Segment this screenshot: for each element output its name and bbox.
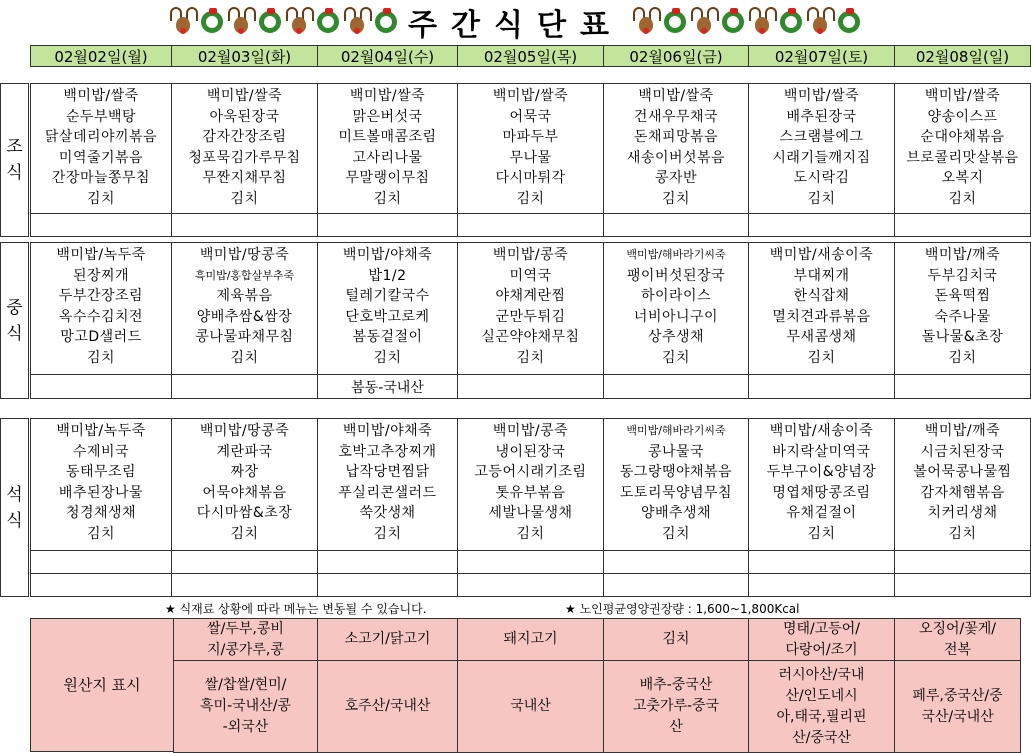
meal-label bbox=[0, 418, 29, 597]
menu-item: 백미밥/쌀죽 bbox=[206, 88, 283, 104]
menu-extra-row bbox=[30, 213, 172, 237]
menu-cell bbox=[30, 242, 172, 374]
menu-item: 김치 bbox=[661, 190, 691, 207]
menu-extra-row bbox=[457, 374, 604, 399]
menu-cell bbox=[317, 83, 458, 213]
menu-cell bbox=[317, 418, 458, 550]
menu-item: 김치 bbox=[86, 349, 116, 366]
origin-text bbox=[345, 696, 431, 717]
menu-item: 백미밥/해바라기씨죽 bbox=[626, 424, 726, 437]
menu-item: 김치 bbox=[948, 525, 977, 542]
menu-item: 백미밥/쌀죽 bbox=[783, 88, 860, 104]
menu-item: 동그랑땡야채볶음 bbox=[619, 464, 733, 480]
wreath-icon bbox=[259, 11, 281, 33]
menu-extra-row bbox=[30, 374, 172, 399]
origin-source bbox=[317, 660, 458, 753]
menu-extra-row bbox=[748, 374, 895, 399]
origin-line: -외국산 bbox=[222, 719, 269, 735]
menu-cell bbox=[457, 418, 604, 550]
menu-item: 김치 bbox=[230, 525, 259, 542]
menu-item: 도시락김 bbox=[793, 170, 850, 186]
menu-item: 간장마늘쫑무침 bbox=[51, 170, 151, 186]
menu-item: 김치 bbox=[373, 525, 402, 542]
menu-item: 세발나물생채 bbox=[488, 505, 573, 521]
menu-item: 백미밥/해바라기씨죽 bbox=[626, 248, 726, 261]
origin-source bbox=[603, 660, 749, 753]
note-menu-change: ★ 식재료 상황에 따라 메뉴는 변동될 수 있습니다. bbox=[165, 602, 427, 616]
menu-item: 김치 bbox=[373, 349, 402, 366]
reindeer-icon bbox=[807, 7, 833, 37]
menu-item: 도토리묵양념무침 bbox=[619, 484, 733, 501]
menu-cell bbox=[171, 242, 318, 374]
origin-item bbox=[317, 618, 458, 661]
menu-extra-row bbox=[894, 213, 1031, 237]
origin-text bbox=[345, 629, 431, 650]
menu-extra-row bbox=[457, 573, 604, 597]
menu-extra-row bbox=[748, 573, 895, 597]
menu-item: 김치 bbox=[807, 190, 836, 207]
menu-item: 감자간장조림 bbox=[202, 129, 287, 145]
menu-extra-row bbox=[171, 213, 318, 237]
menu-item: 김치 bbox=[373, 190, 402, 207]
origin-source bbox=[457, 660, 604, 753]
meal-label-char: 식 bbox=[6, 163, 23, 183]
origin-line: 김치 bbox=[662, 631, 690, 647]
wreath-icon bbox=[664, 11, 686, 33]
origin-text bbox=[776, 665, 866, 749]
origin-line: 아,태국,필리핀 bbox=[776, 708, 867, 725]
menu-item: 백미밥/깨죽 bbox=[924, 247, 1001, 263]
menu-cell bbox=[30, 418, 172, 550]
menu-item: 김치 bbox=[230, 190, 259, 207]
menu-item: 김치 bbox=[516, 190, 545, 207]
menu-item: 동태무조림 bbox=[65, 464, 137, 480]
wreath-icon bbox=[201, 11, 223, 33]
origin-line: 오징어/꽃게/ bbox=[918, 620, 997, 637]
menu-item: 백미밥/새송이죽 bbox=[769, 247, 874, 263]
origin-line: 소고기/닭고기 bbox=[344, 631, 431, 647]
reindeer-icon bbox=[691, 7, 717, 37]
menu-item: 백미밥/쌀죽 bbox=[349, 88, 426, 104]
menu-item: 순두부백탕 bbox=[65, 108, 137, 125]
menu-extra-row bbox=[171, 374, 318, 399]
origin-line: 페루,중국산/중 bbox=[912, 687, 1003, 704]
menu-item: 김치 bbox=[807, 349, 836, 366]
origin-line: 산/중국산 bbox=[792, 729, 851, 746]
menu-extra-row bbox=[30, 550, 172, 574]
menu-item: 백미밥/콩죽 bbox=[492, 247, 569, 263]
origin-text bbox=[919, 619, 996, 661]
menu-item: 야채계란찜 bbox=[495, 288, 566, 304]
menu-item: 백미밥/콩죽 bbox=[492, 423, 569, 439]
menu-item: 납작당면찜닭 bbox=[345, 464, 430, 480]
origin-source bbox=[894, 660, 1021, 753]
menu-item: 바지락살미역국 bbox=[772, 443, 871, 460]
menu-item: 숙주나물 bbox=[934, 308, 991, 325]
menu-item: 쑥갓생채 bbox=[359, 505, 416, 521]
reindeer-icon bbox=[749, 7, 775, 37]
origin-line: 다랑어/조기 bbox=[785, 641, 858, 658]
menu-item: 제육볶음 bbox=[216, 288, 273, 304]
menu-extra-row bbox=[30, 573, 172, 597]
menu-item: 김치 bbox=[948, 190, 977, 207]
menu-cell bbox=[603, 242, 749, 374]
menu-item: 돈채피망볶음 bbox=[633, 129, 719, 145]
menu-item: 마파두부 bbox=[502, 129, 559, 145]
wreath-icon bbox=[722, 11, 744, 33]
menu-item: 닭살데리야끼볶음 bbox=[44, 129, 158, 145]
origin-text bbox=[912, 686, 1002, 728]
menu-item: 된장찌개 bbox=[72, 267, 130, 284]
menu-item: 백미밥/쌀죽 bbox=[63, 88, 139, 104]
menu-item: 미역줄기볶음 bbox=[58, 149, 144, 166]
menu-item: 너비아니구이 bbox=[633, 308, 719, 325]
origin-source bbox=[173, 660, 318, 753]
origin-table bbox=[30, 618, 1020, 752]
menu-item: 짜장 bbox=[230, 464, 259, 480]
origin-item bbox=[603, 618, 749, 661]
menu-item: 털레기칼국수 bbox=[345, 288, 430, 304]
origin-line: 쌀/두부,콩비 bbox=[207, 620, 284, 637]
menu-item: 미트볼매콤조림 bbox=[338, 129, 437, 145]
menu-cell bbox=[457, 83, 604, 213]
left-decoration bbox=[168, 7, 400, 37]
wreath-icon bbox=[375, 11, 397, 33]
origin-line: 국내산 bbox=[510, 698, 551, 714]
menu-item: 봄동겉절이 bbox=[352, 329, 423, 345]
menu-item: 무새콤생채 bbox=[786, 329, 857, 345]
date-header: 02월06일(금) bbox=[603, 45, 749, 67]
origin-line: 전복 bbox=[943, 641, 972, 658]
menu-item: 시래기들깨지짐 bbox=[772, 149, 871, 166]
menu-item: 백미밥/쌀죽 bbox=[638, 88, 714, 104]
menu-item: 김치 bbox=[661, 349, 691, 366]
date-header: 02월08일(일) bbox=[894, 45, 1031, 67]
menu-item: 배추된장나물 bbox=[58, 484, 144, 501]
menu-extra-row bbox=[317, 573, 458, 597]
menu-item: 명엽채땅콩조림 bbox=[772, 484, 871, 501]
origin-item bbox=[894, 618, 1021, 661]
date-header: 02월07일(토) bbox=[748, 45, 895, 67]
note-nutrition: ★ 노인평균영양권장량 : 1,600~1,800Kcal bbox=[565, 602, 800, 616]
origin-line: 국산/국내산 bbox=[921, 708, 994, 725]
menu-item: 새송이버섯볶음 bbox=[626, 149, 726, 166]
menu-item: 무말랭이무침 bbox=[345, 170, 430, 186]
menu-cell bbox=[171, 83, 318, 213]
meal-label-char: 석 bbox=[6, 484, 23, 505]
origin-item bbox=[173, 618, 318, 661]
menu-item: 김치 bbox=[948, 349, 977, 366]
menu-item: 브로콜리맛살볶음 bbox=[906, 149, 1019, 166]
origin-text bbox=[633, 675, 719, 738]
origin-text bbox=[662, 629, 689, 650]
meal-label-char: 식 bbox=[6, 323, 23, 344]
menu-item: 김치 bbox=[86, 190, 116, 207]
menu-cell bbox=[748, 242, 895, 374]
menu-item: 계란파국 bbox=[216, 443, 273, 460]
menu-item: 양배추생채 bbox=[640, 505, 712, 521]
menu-item: 돈육떡찜 bbox=[934, 288, 991, 304]
menu-extra-row: 봄동-국내산 bbox=[317, 374, 458, 399]
menu-item: 두부간장조림 bbox=[58, 288, 144, 304]
reindeer-icon bbox=[228, 7, 254, 37]
menu-item: 감자채햄볶음 bbox=[920, 484, 1005, 501]
origin-text bbox=[783, 619, 860, 661]
menu-item: 군만두튀김 bbox=[495, 308, 566, 325]
menu-cell bbox=[30, 83, 172, 213]
menu-cell bbox=[894, 418, 1031, 550]
reindeer-icon bbox=[170, 7, 196, 37]
date-header: 02월03일(화) bbox=[171, 45, 318, 67]
menu-item: 고등어시래기조림 bbox=[474, 464, 587, 480]
menu-item: 흑미밥/홍합살부추죽 bbox=[194, 268, 295, 282]
origin-item bbox=[748, 618, 895, 661]
origin-text bbox=[207, 619, 284, 661]
origin-line: 산 bbox=[669, 719, 683, 735]
wreath-icon bbox=[838, 11, 860, 33]
menu-extra-row bbox=[894, 374, 1031, 399]
menu-cell bbox=[894, 242, 1031, 374]
menu-item: 호박고추장찌개 bbox=[338, 443, 437, 460]
menu-extra-row bbox=[748, 550, 895, 574]
origin-label: 원산지 표시 bbox=[30, 618, 174, 752]
origin-source bbox=[748, 660, 895, 753]
menu-item: 무짠지채무침 bbox=[202, 170, 287, 186]
menu-cell bbox=[317, 242, 458, 374]
menu-item: 시금치된장국 bbox=[920, 443, 1005, 460]
menu-item: 김치 bbox=[807, 525, 836, 542]
menu-item: 아욱된장국 bbox=[209, 108, 280, 125]
menu-item: 어묵국 bbox=[509, 108, 552, 125]
menu-item: 미역국 bbox=[509, 267, 552, 284]
menu-item: 김치 bbox=[516, 525, 545, 542]
right-decoration bbox=[631, 7, 863, 37]
menu-item: 팽이버섯된장국 bbox=[626, 267, 726, 284]
date-header: 02월02일(월) bbox=[30, 45, 172, 67]
menu-extra-row bbox=[603, 573, 749, 597]
menu-item: 김치 bbox=[230, 349, 259, 366]
menu-cell bbox=[171, 418, 318, 550]
menu-item: 다시마튀각 bbox=[495, 170, 566, 186]
menu-item: 한식잡채 bbox=[793, 288, 850, 304]
menu-item: 볼어묵콩나물찜 bbox=[913, 464, 1012, 480]
title-row bbox=[0, 0, 1031, 44]
menu-item: 백미밥/야채죽 bbox=[342, 247, 433, 263]
origin-line: 러시아산/국내 bbox=[778, 666, 865, 683]
menu-item: 배추된장국 bbox=[786, 108, 857, 125]
menu-item: 스크램블에그 bbox=[779, 129, 864, 145]
menu-item: 양배추쌈&쌈장 bbox=[196, 308, 293, 325]
menu-item: 두부구이&양념장 bbox=[766, 464, 877, 480]
origin-text bbox=[200, 675, 291, 738]
menu-extra-row bbox=[317, 550, 458, 574]
menu-item: 콩자반 bbox=[654, 170, 698, 186]
menu-item: 밥1/2 bbox=[368, 267, 407, 284]
reindeer-icon bbox=[286, 7, 312, 37]
date-header: 02월04일(수) bbox=[317, 45, 458, 67]
origin-line: 산/인도네시 bbox=[785, 687, 858, 704]
menu-item: 건새우무채국 bbox=[633, 108, 719, 125]
date-header: 02월05일(목) bbox=[457, 45, 604, 67]
wreath-icon bbox=[780, 11, 802, 33]
menu-extra-row bbox=[603, 374, 749, 399]
menu-extra-row bbox=[603, 550, 749, 574]
reindeer-icon bbox=[344, 7, 370, 37]
menu-item: 멸치견과류볶음 bbox=[772, 308, 871, 325]
origin-text bbox=[503, 629, 557, 650]
menu-cell bbox=[748, 418, 895, 550]
menu-item: 푸실리콘샐러드 bbox=[338, 484, 437, 501]
menu-item: 다시마쌈&초장 bbox=[196, 505, 293, 521]
menu-item: 청포묵김가루무침 bbox=[188, 149, 301, 166]
menu-item: 청경채생채 bbox=[65, 505, 137, 521]
meal-label bbox=[0, 242, 29, 399]
origin-line: 호주산/국내산 bbox=[344, 698, 431, 714]
menu-item: 김치 bbox=[661, 525, 691, 542]
origin-line: 흑미-국내산/콩 bbox=[200, 698, 291, 714]
menu-extra-row bbox=[171, 573, 318, 597]
menu-item: 백미밥/야채죽 bbox=[342, 423, 433, 439]
menu-item: 백미밥/땅콩죽 bbox=[199, 247, 290, 263]
menu-item: 김치 bbox=[86, 525, 116, 542]
origin-line: 고춧가루-중국 bbox=[632, 698, 720, 714]
menu-item: 옥수수김치전 bbox=[58, 308, 144, 325]
menu-item: 부대찌개 bbox=[793, 267, 850, 284]
wreath-icon bbox=[317, 11, 339, 33]
origin-line: 명태/고등어/ bbox=[782, 620, 861, 637]
meal-label bbox=[0, 83, 29, 237]
menu-item: 돌나물&초장 bbox=[921, 329, 1004, 345]
menu-item: 단호박고로케 bbox=[345, 308, 430, 325]
menu-item: 순대야채볶음 bbox=[920, 129, 1005, 145]
origin-text bbox=[510, 696, 551, 717]
menu-item: 백미밥/녹두죽 bbox=[56, 247, 146, 263]
origin-line: 돼지고기 bbox=[503, 631, 558, 647]
meal-label-char: 중 bbox=[6, 297, 23, 318]
menu-cell bbox=[457, 242, 604, 374]
menu-item: 콩나물국 bbox=[647, 443, 705, 460]
menu-item: 무나물 bbox=[509, 149, 552, 166]
menu-item: 백미밥/새송이죽 bbox=[769, 423, 874, 439]
menu-item: 김치 bbox=[516, 349, 545, 366]
menu-item: 망고D샐러드 bbox=[60, 329, 142, 345]
menu-item: 백미밥/땅콩죽 bbox=[199, 423, 290, 439]
menu-extra-row bbox=[457, 213, 604, 237]
menu-extra-row bbox=[457, 550, 604, 574]
meal-label-char: 식 bbox=[6, 510, 23, 531]
reindeer-icon bbox=[633, 7, 659, 37]
menu-item: 백미밥/녹두죽 bbox=[56, 423, 146, 439]
menu-item: 맑은버섯국 bbox=[352, 108, 423, 125]
menu-extra-row bbox=[748, 213, 895, 237]
origin-line: 지/콩가루,콩 bbox=[207, 641, 284, 658]
menu-extra-row bbox=[603, 213, 749, 237]
menu-item: 백미밥/깨죽 bbox=[924, 423, 1001, 439]
menu-item: 백미밥/쌀죽 bbox=[492, 88, 569, 104]
menu-item: 상추생채 bbox=[647, 329, 705, 345]
menu-item: 고사리나물 bbox=[352, 149, 423, 166]
menu-item: 치커리생채 bbox=[927, 505, 998, 521]
menu-item: 콩나물파채무침 bbox=[195, 329, 294, 345]
menu-cell bbox=[603, 83, 749, 213]
page-title: 주간식단표 bbox=[408, 8, 623, 43]
menu-extra-row bbox=[894, 573, 1031, 597]
menu-item: 수제비국 bbox=[72, 443, 130, 460]
menu-item: 백미밥/쌀죽 bbox=[924, 88, 1001, 104]
meal-label-char: 조 bbox=[6, 137, 23, 157]
menu-item: 톳유부볶음 bbox=[495, 484, 566, 501]
menu-item: 양송이스프 bbox=[927, 108, 998, 125]
menu-cell bbox=[748, 83, 895, 213]
menu-cell bbox=[894, 83, 1031, 213]
origin-line: 배추-중국산 bbox=[639, 677, 713, 693]
origin-item bbox=[457, 618, 604, 661]
menu-extra-row bbox=[894, 550, 1031, 574]
menu-item: 실곤약야채무침 bbox=[481, 329, 580, 345]
menu-extra-row bbox=[171, 550, 318, 574]
menu-item: 하이라이스 bbox=[640, 288, 712, 304]
menu-cell bbox=[603, 418, 749, 550]
menu-item: 유채겉절이 bbox=[786, 505, 857, 521]
menu-item: 냉이된장국 bbox=[495, 443, 566, 460]
origin-line: 쌀/찹쌀/현미/ bbox=[204, 677, 287, 693]
menu-item: 어묵야채볶음 bbox=[202, 484, 287, 501]
menu-extra-row bbox=[317, 213, 458, 237]
menu-item: 오복지 bbox=[941, 170, 984, 186]
menu-item: 두부김치국 bbox=[927, 267, 998, 284]
